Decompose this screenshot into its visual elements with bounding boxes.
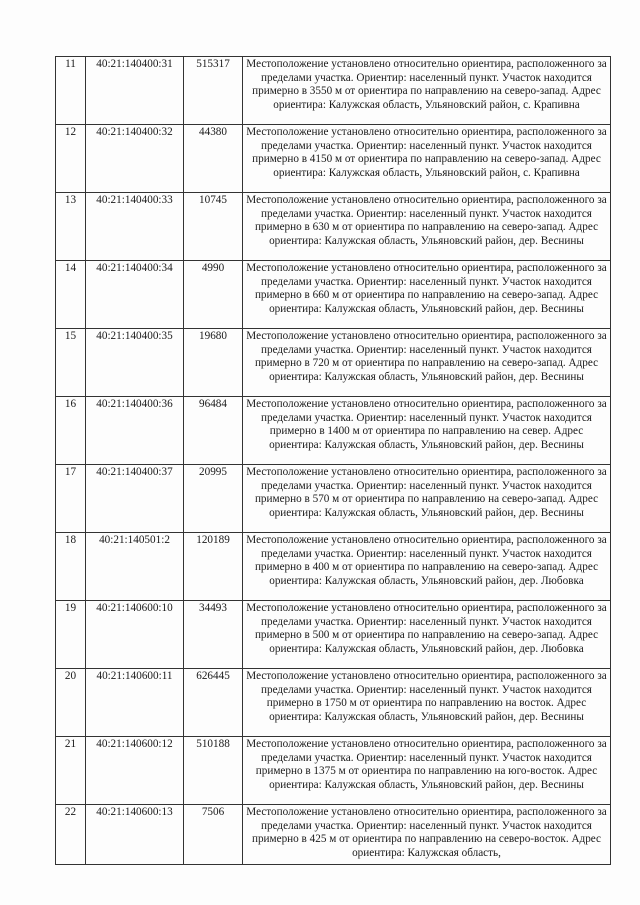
- table-row: [56, 329, 611, 397]
- cadastral-number: 40:21:140400:32: [86, 125, 184, 193]
- table-row: [56, 669, 611, 737]
- table-row: [56, 805, 611, 865]
- location-description-text: Местоположение установлено относительно ориентира, расположенного за пределами участка. Ориентир: населенный пункт. Участок находится примерно в 1750 м от ориентира по направлению на восток. Адрес ориентира: Калужская область, Ульяновский район, дер. Веснины: [246, 670, 607, 723]
- location-description-text: Местоположение установлено относительно ориентира, расположенного за пределами участка. Ориентир: населенный пункт. Участок находится примерно в 1375 м от ориентира по направлению на юго-восток. Адрес ориентира: Калужская область, Ульяновский район, дер. Веснины: [246, 738, 607, 791]
- parcels-table: [55, 56, 611, 865]
- location-description: [243, 125, 611, 193]
- location-description-text: Местоположение установлено относительно ориентира, расположенного за пределами участка. Ориентир: населенный пункт. Участок находится примерно в 630 м от ориентира по направлению на северо-запад. Адрес ориентира: Калужская область, Ульяновский район, дер. Веснины: [246, 194, 607, 247]
- cadastral-number: 40:21:140501:2: [86, 533, 184, 601]
- cadastral-number: 40:21:140600:13: [86, 805, 184, 865]
- location-description: [243, 465, 611, 533]
- table-row: [56, 261, 611, 329]
- row-number: 15: [56, 329, 86, 397]
- table-row: [56, 125, 611, 193]
- parcel-area: 120189: [184, 533, 243, 601]
- table-row: [56, 465, 611, 533]
- location-description: [243, 397, 611, 465]
- location-description-text: Местоположение установлено относительно ориентира, расположенного за пределами участка. Ориентир: населенный пункт. Участок находится примерно в 425 м от ориентира по направлению на северо-восток. Адрес ориентира: Калужская область,: [246, 806, 607, 859]
- row-number: 18: [56, 533, 86, 601]
- table-row: [56, 193, 611, 261]
- cadastral-number: 40:21:140400:34: [86, 261, 184, 329]
- parcel-area: 7506: [184, 805, 243, 865]
- parcel-area: 510188: [184, 737, 243, 805]
- location-description-text: Местоположение установлено относительно ориентира, расположенного за пределами участка. Ориентир: населенный пункт. Участок находится примерно в 570 м от ориентира по направлению на северо-запад. Адрес ориентира: Калужская область, Ульяновский район, дер. Веснины: [246, 466, 607, 519]
- location-description: [243, 805, 611, 865]
- cadastral-number: 40:21:140600:11: [86, 669, 184, 737]
- cadastral-number: 40:21:140400:33: [86, 193, 184, 261]
- row-number: 16: [56, 397, 86, 465]
- location-description-text: Местоположение установлено относительно ориентира, расположенного за пределами участка. Ориентир: населенный пункт. Участок находится примерно в 720 м от ориентира по направлению на северо-запад. Адрес ориентира: Калужская область, Ульяновский район, дер. Веснины: [246, 330, 607, 383]
- location-description-text: Местоположение установлено относительно ориентира, расположенного за пределами участка. Ориентир: населенный пункт. Участок находится примерно в 500 м от ориентира по направлению на северо-запад. Адрес ориентира: Калужская область, Ульяновский район, дер. Любовка: [246, 602, 607, 655]
- parcels-table-body: [56, 57, 611, 865]
- parcel-area: 96484: [184, 397, 243, 465]
- location-description: [243, 737, 611, 805]
- row-number: 20: [56, 669, 86, 737]
- location-description-text: Местоположение установлено относительно ориентира, расположенного за пределами участка. Ориентир: населенный пункт. Участок находится примерно в 4150 м от ориентира по направлению на северо-запад. Адрес ориентира: Калужская область, Ульяновский район, с. Крапивна: [246, 126, 607, 179]
- location-description: [243, 533, 611, 601]
- location-description: [243, 329, 611, 397]
- row-number: 22: [56, 805, 86, 865]
- parcel-area: 19680: [184, 329, 243, 397]
- table-row: [56, 57, 611, 125]
- row-number: 21: [56, 737, 86, 805]
- table-row: [56, 601, 611, 669]
- parcel-area: 34493: [184, 601, 243, 669]
- cadastral-number: 40:21:140400:31: [86, 57, 184, 125]
- location-description: [243, 261, 611, 329]
- location-description-text: Местоположение установлено относительно ориентира, расположенного за пределами участка. Ориентир: населенный пункт. Участок находится примерно в 660 м от ориентира по направлению на северо-запад. Адрес ориентира: Калужская область, Ульяновский район, дер. Веснины: [246, 262, 607, 315]
- parcel-area: 20995: [184, 465, 243, 533]
- location-description: [243, 193, 611, 261]
- cadastral-number: 40:21:140400:36: [86, 397, 184, 465]
- location-description: [243, 601, 611, 669]
- location-description: [243, 669, 611, 737]
- cadastral-number: 40:21:140400:35: [86, 329, 184, 397]
- row-number: 11: [56, 57, 86, 125]
- table-row: [56, 397, 611, 465]
- row-number: 13: [56, 193, 86, 261]
- cadastral-number: 40:21:140600:10: [86, 601, 184, 669]
- row-number: 12: [56, 125, 86, 193]
- location-description-text: Местоположение установлено относительно ориентира, расположенного за пределами участка. Ориентир: населенный пункт. Участок находится примерно в 400 м от ориентира по направлению на северо-запад. Адрес ориентира: Калужская область, Ульяновский район, дер. Любовка: [246, 534, 607, 587]
- row-number: 14: [56, 261, 86, 329]
- parcel-area: 10745: [184, 193, 243, 261]
- location-description-text: Местоположение установлено относительно ориентира, расположенного за пределами участка. Ориентир: населенный пункт. Участок находится примерно в 3550 м от ориентира по направлению на северо-запад. Адрес ориентира: Калужская область, Ульяновский район, с. Крапивна: [246, 58, 607, 111]
- location-description: [243, 57, 611, 125]
- location-description-text: Местоположение установлено относительно ориентира, расположенного за пределами участка. Ориентир: населенный пункт. Участок находится примерно в 1400 м от ориентира по направлению на север. Адрес ориентира: Калужская область, Ульяновский район, дер. Веснины: [246, 398, 607, 451]
- cadastral-number: 40:21:140600:12: [86, 737, 184, 805]
- parcel-area: 44380: [184, 125, 243, 193]
- cadastral-number: 40:21:140400:37: [86, 465, 184, 533]
- table-row: [56, 737, 611, 805]
- table-row: [56, 533, 611, 601]
- row-number: 17: [56, 465, 86, 533]
- parcel-area: 626445: [184, 669, 243, 737]
- parcel-area: 515317: [184, 57, 243, 125]
- parcel-area: 4990: [184, 261, 243, 329]
- row-number: 19: [56, 601, 86, 669]
